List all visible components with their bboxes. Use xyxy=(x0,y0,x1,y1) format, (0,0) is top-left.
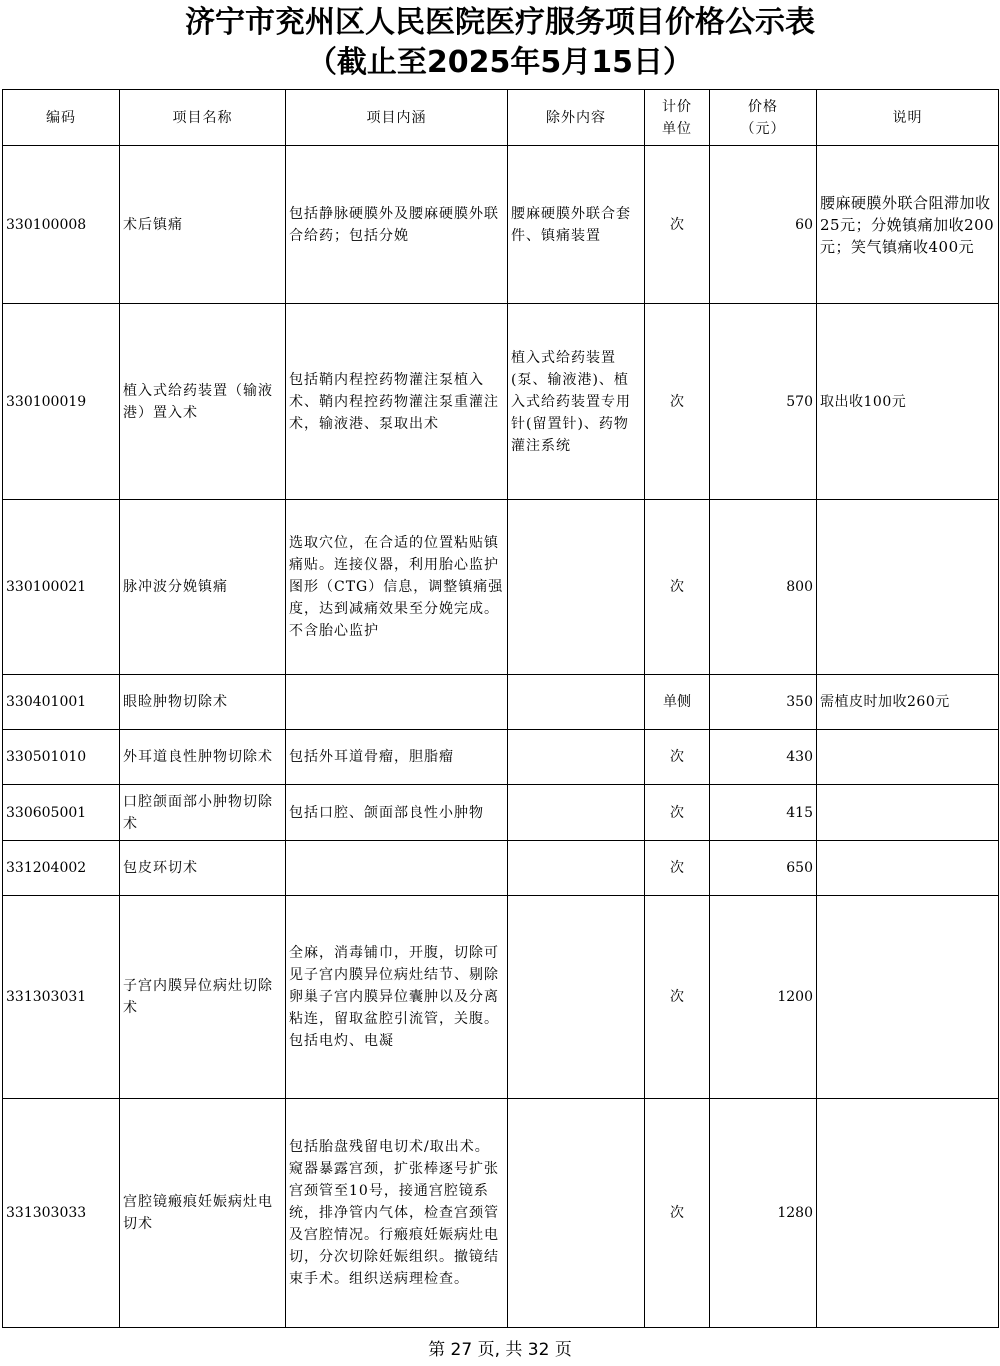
cell-price: 430 xyxy=(710,730,817,785)
table-row xyxy=(3,146,999,304)
cell-note xyxy=(817,730,999,785)
cell-content: 包括口腔、颌面部良性小肿物 xyxy=(286,785,508,841)
page-subtitle: （截止至2025年5月15日） xyxy=(306,45,694,80)
table-row xyxy=(3,730,999,785)
cell-excluded xyxy=(508,896,645,1099)
cell-name: 脉冲波分娩镇痛 xyxy=(120,500,286,675)
cell-excluded: 植入式给药装置(泵、输液港)、植入式给药装置专用针(留置针)、药物灌注系统 xyxy=(508,304,645,500)
cell-note xyxy=(817,896,999,1099)
cell-name: 植入式给药装置（输液港）置入术 xyxy=(120,304,286,500)
table-row xyxy=(3,500,999,675)
cell-excluded xyxy=(508,500,645,675)
table-row xyxy=(3,1099,999,1328)
cell-note xyxy=(817,500,999,675)
cell-price: 415 xyxy=(710,785,817,841)
cell-code: 331204002 xyxy=(3,841,120,896)
table-row xyxy=(3,841,999,896)
table-row xyxy=(3,785,999,841)
header-excluded: 除外内容 xyxy=(508,90,645,146)
cell-price: 650 xyxy=(710,841,817,896)
cell-excluded xyxy=(508,785,645,841)
cell-excluded: 腰麻硬膜外联合套件、镇痛装置 xyxy=(508,146,645,304)
cell-unit: 次 xyxy=(645,730,710,785)
cell-note: 取出收100元 xyxy=(817,304,999,500)
cell-unit: 次 xyxy=(645,841,710,896)
cell-note xyxy=(817,841,999,896)
cell-code: 331303033 xyxy=(3,1099,120,1328)
header-note: 说明 xyxy=(817,90,999,146)
cell-price: 570 xyxy=(710,304,817,500)
cell-price: 350 xyxy=(710,675,817,730)
cell-content: 包括鞘内程控药物灌注泵植入术、鞘内程控药物灌注泵重灌注术，输液港、泵取出术 xyxy=(286,304,508,500)
cell-unit: 次 xyxy=(645,146,710,304)
header-content: 项目内涵 xyxy=(286,90,508,146)
cell-price: 60 xyxy=(710,146,817,304)
cell-content xyxy=(286,841,508,896)
page-number: 第 27 页, 共 32 页 xyxy=(428,1340,572,1360)
cell-note xyxy=(817,1099,999,1328)
header-price: 价格（元） xyxy=(710,90,817,146)
cell-code: 331303031 xyxy=(3,896,120,1099)
cell-unit: 次 xyxy=(645,1099,710,1328)
header-row xyxy=(3,90,999,146)
cell-code: 330401001 xyxy=(3,675,120,730)
table-row xyxy=(3,304,999,500)
cell-name: 包皮环切术 xyxy=(120,841,286,896)
cell-unit: 次 xyxy=(645,500,710,675)
price-table xyxy=(2,89,999,1328)
cell-content: 选取穴位，在合适的位置粘贴镇痛贴。连接仪器，利用胎心监护图形（CTG）信息，调整镇痛强度，达到减痛效果至分娩完成。不含胎心监护 xyxy=(286,500,508,675)
cell-note xyxy=(817,785,999,841)
cell-price: 1200 xyxy=(710,896,817,1099)
cell-content: 包括静脉硬膜外及腰麻硬膜外联合给药；包括分娩 xyxy=(286,146,508,304)
cell-unit: 单侧 xyxy=(645,675,710,730)
cell-name: 眼睑肿物切除术 xyxy=(120,675,286,730)
cell-excluded xyxy=(508,675,645,730)
cell-price: 800 xyxy=(710,500,817,675)
cell-code: 330605001 xyxy=(3,785,120,841)
cell-excluded xyxy=(508,841,645,896)
cell-code: 330100021 xyxy=(3,500,120,675)
cell-note: 需植皮时加收260元 xyxy=(817,675,999,730)
table-row xyxy=(3,896,999,1099)
cell-code: 330100019 xyxy=(3,304,120,500)
table-row xyxy=(3,675,999,730)
cell-price: 1280 xyxy=(710,1099,817,1328)
cell-name: 外耳道良性肿物切除术 xyxy=(120,730,286,785)
header-unit: 计价单位 xyxy=(645,90,710,146)
cell-unit: 次 xyxy=(645,785,710,841)
cell-code: 330100008 xyxy=(3,146,120,304)
cell-code: 330501010 xyxy=(3,730,120,785)
cell-note: 腰麻硬膜外联合阻滞加收25元；分娩镇痛加收200元；笑气镇痛收400元 xyxy=(817,146,999,304)
cell-name: 子宫内膜异位病灶切除术 xyxy=(120,896,286,1099)
cell-excluded xyxy=(508,1099,645,1328)
header-code: 编码 xyxy=(3,90,120,146)
cell-name: 术后镇痛 xyxy=(120,146,286,304)
cell-unit: 次 xyxy=(645,304,710,500)
cell-excluded xyxy=(508,730,645,785)
cell-content: 包括外耳道骨瘤，胆脂瘤 xyxy=(286,730,508,785)
cell-content: 全麻，消毒铺巾，开腹，切除可见子宫内膜异位病灶结节、剔除卵巢子宫内膜异位囊肿以及分离粘连，留取盆腔引流管，关腹。包括电灼、电凝 xyxy=(286,896,508,1099)
cell-name: 口腔颌面部小肿物切除术 xyxy=(120,785,286,841)
cell-content xyxy=(286,675,508,730)
cell-unit: 次 xyxy=(645,896,710,1099)
cell-name: 宫腔镜瘢痕妊娠病灶电切术 xyxy=(120,1099,286,1328)
header-name: 项目名称 xyxy=(120,90,286,146)
cell-content: 包括胎盘残留电切术/取出术。窥器暴露宫颈，扩张棒逐号扩张宫颈管至10号，接通宫腔镜系统，排净管内气体，检查宫颈管及宫腔情况。行瘢痕妊娠病灶电切，分次切除妊娠组织。撤镜结束手术。组织送病理检查。 xyxy=(286,1099,508,1328)
page-title: 济宁市兖州区人民医院医疗服务项目价格公示表 xyxy=(185,5,815,40)
